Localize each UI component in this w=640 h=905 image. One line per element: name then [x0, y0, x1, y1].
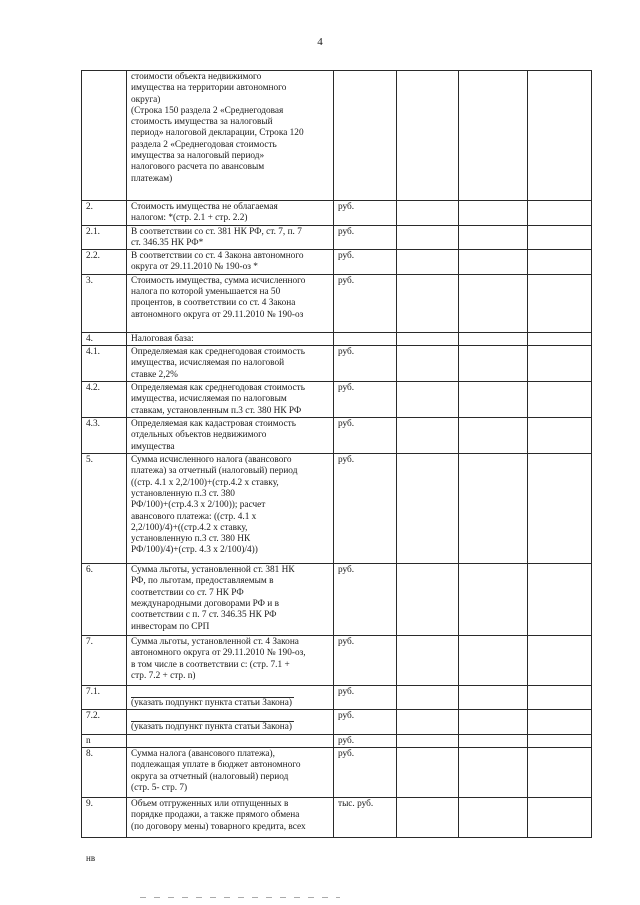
description-line: автономного округа от 29.11.2010 № 190-оз, — [131, 648, 306, 659]
value-cell — [528, 636, 592, 686]
value-cell — [459, 71, 528, 201]
table-row — [82, 636, 592, 686]
row-number: 4.2. — [82, 382, 127, 418]
description-line: Стоимость имущества, сумма исчисленного — [131, 275, 306, 286]
value-cell — [459, 274, 528, 332]
description-line: ставкам, установленным п.3 ст. 380 НК РФ — [131, 405, 302, 416]
unit-cell: руб. — [334, 418, 397, 454]
description-line: процентов, в соответствии со ст. 4 Закона — [131, 298, 296, 309]
value-cell — [528, 332, 592, 345]
value-cell — [459, 382, 528, 418]
table-row — [82, 686, 592, 710]
row-description — [127, 71, 334, 201]
description-line: Сумма исчисленного налога (авансового — [131, 455, 292, 466]
row-description — [127, 346, 334, 382]
value-cell — [528, 250, 592, 275]
row-number: 7.2. — [82, 710, 127, 734]
table-row — [82, 734, 592, 747]
value-cell — [397, 454, 459, 564]
description-line: РФ, по льготам, предоставляемым в — [131, 576, 274, 587]
description-line: Определяемая как кадастровая стоимость — [131, 419, 296, 430]
table-row — [82, 225, 592, 250]
value-cell — [397, 797, 459, 837]
unit-cell: руб. — [334, 747, 397, 797]
description-line: (по договору мены) товарного кредита, всех — [131, 821, 306, 832]
description-line: Налоговая база: — [131, 333, 194, 344]
description-line: имущества за налоговый период» — [131, 151, 265, 162]
table-row — [82, 797, 592, 837]
row-description — [127, 274, 334, 332]
row-number: 8. — [82, 747, 127, 797]
unit-cell: руб. — [334, 274, 397, 332]
value-cell — [397, 346, 459, 382]
description-line: (указать подпункт пункта статьи Закона) — [131, 721, 294, 733]
row-description — [127, 797, 334, 837]
row-number: 9. — [82, 797, 127, 837]
description-line: Сумма налога (авансового платежа), — [131, 748, 275, 759]
row-description — [127, 382, 334, 418]
description-line: стоимости объекта недвижимого — [131, 72, 262, 82]
row-description — [127, 250, 334, 275]
description-line: Сумма льготы, установленной ст. 4 Закона — [131, 637, 299, 648]
value-cell — [528, 225, 592, 250]
value-cell — [528, 454, 592, 564]
description-line: округа за отчетный (налоговый) период — [131, 771, 289, 782]
row-number: 7. — [82, 636, 127, 686]
description-line: в том числе в соответствии с: (стр. 7.1 + — [131, 659, 290, 670]
tax-calculation-table — [81, 70, 592, 838]
value-cell — [397, 710, 459, 734]
description-line: международными договорами РФ и в — [131, 598, 279, 609]
table-row — [82, 71, 592, 201]
description-line — [131, 711, 330, 721]
description-line: порядке продажи, а также прямого обмена — [131, 810, 300, 821]
description-line: Сумма льготы, установленной ст. 381 НК — [131, 565, 295, 576]
description-line: имущества — [131, 441, 175, 452]
value-cell — [528, 734, 592, 747]
value-cell — [459, 418, 528, 454]
unit-cell: руб. — [334, 454, 397, 564]
value-cell — [459, 797, 528, 837]
value-cell — [397, 747, 459, 797]
description-line: налогом: *(стр. 2.1 + стр. 2.2) — [131, 213, 248, 224]
value-cell — [397, 250, 459, 275]
page-number: 4 — [317, 36, 323, 48]
value-cell — [397, 636, 459, 686]
description-line — [131, 687, 330, 697]
row-number: 2.1. — [82, 225, 127, 250]
footer-mark: нв — [86, 853, 96, 863]
table-body — [82, 71, 592, 838]
unit-cell: руб. — [334, 636, 397, 686]
row-description — [127, 636, 334, 686]
description-line: период» налоговой декларации, Строка 120 — [131, 128, 304, 139]
value-cell — [397, 332, 459, 345]
description-line: платежам) — [131, 173, 173, 184]
description-line: установленную п.3 ст. 380 НК — [131, 534, 251, 545]
value-cell — [528, 747, 592, 797]
value-cell — [397, 382, 459, 418]
value-cell — [528, 797, 592, 837]
row-number: 3. — [82, 274, 127, 332]
row-number: 4.1. — [82, 346, 127, 382]
description-line: соответствии со ст. 7 НК РФ — [131, 587, 244, 598]
row-number: 5. — [82, 454, 127, 564]
unit-cell: руб. — [334, 382, 397, 418]
row-number: n — [82, 734, 127, 747]
value-cell — [397, 201, 459, 226]
value-cell — [528, 382, 592, 418]
row-number: 7.1. — [82, 686, 127, 710]
description-line: РФ/100)+(стр.4.3 х 2/100)); расчет — [131, 500, 266, 511]
table-row — [82, 382, 592, 418]
value-cell — [459, 225, 528, 250]
description-line: округа от 29.11.2010 № 190-оз * — [131, 262, 258, 273]
row-description — [127, 710, 334, 734]
description-line: инвесторам по СРП — [131, 621, 210, 632]
table-row — [82, 332, 592, 345]
description-line: РФ/100)/4)+(стр. 4.3 х 2/100)/4)) — [131, 545, 258, 556]
value-cell — [459, 710, 528, 734]
description-line: подлежащая уплате в бюджет автономного — [131, 760, 301, 771]
description-line: (указать подпункт пункта статьи Закона) — [131, 697, 294, 709]
unit-cell — [334, 71, 397, 201]
value-cell — [459, 454, 528, 564]
description-line: имущества, исчисляемая по налоговым — [131, 394, 287, 405]
value-cell — [528, 686, 592, 710]
table-row — [82, 454, 592, 564]
description-line: В соответствии со ст. 381 НК РФ, ст. 7, п. 7 — [131, 226, 302, 237]
description-line: ставке 2,2% — [131, 369, 178, 380]
row-number: 4.3. — [82, 418, 127, 454]
unit-cell: руб. — [334, 250, 397, 275]
value-cell — [528, 710, 592, 734]
table-row — [82, 250, 592, 275]
row-description — [127, 734, 334, 747]
table-row — [82, 710, 592, 734]
description-line: Определяемая как среднегодовая стоимость — [131, 383, 305, 394]
table-row — [82, 564, 592, 636]
unit-cell: руб. — [334, 225, 397, 250]
row-description — [127, 225, 334, 250]
value-cell — [459, 734, 528, 747]
table-row — [82, 201, 592, 226]
row-description — [127, 332, 334, 345]
description-line: ст. 346.35 НК РФ* — [131, 237, 204, 248]
table-row — [82, 274, 592, 332]
row-description — [127, 454, 334, 564]
description-line: Стоимость имущества не облагаемая — [131, 202, 278, 212]
value-cell — [397, 734, 459, 747]
table-row — [82, 747, 592, 797]
description-line: стр. 7.2 + стр. n) — [131, 670, 196, 681]
unit-cell: руб. — [334, 734, 397, 747]
row-description — [127, 686, 334, 710]
row-number: 6. — [82, 564, 127, 636]
description-line: Определяемая как среднегодовая стоимость — [131, 347, 305, 358]
row-description — [127, 564, 334, 636]
unit-cell: руб. — [334, 686, 397, 710]
description-line: В соответствии со ст. 4 Закона автономного — [131, 251, 304, 262]
value-cell — [528, 274, 592, 332]
row-number: 2.2. — [82, 250, 127, 275]
value-cell — [459, 201, 528, 226]
description-line: Объем отгруженных или отпущенных в — [131, 798, 289, 809]
value-cell — [528, 346, 592, 382]
value-cell — [397, 418, 459, 454]
value-cell — [397, 564, 459, 636]
value-cell — [397, 274, 459, 332]
row-number: 4. — [82, 332, 127, 345]
row-description — [127, 201, 334, 226]
table-row — [82, 418, 592, 454]
description-line: автономного округа от 29.11.2010 № 190-оз — [131, 309, 304, 320]
unit-cell — [334, 332, 397, 345]
value-cell — [459, 747, 528, 797]
table-row — [82, 346, 592, 382]
description-line: соответствии с п. 7 ст. 346.35 НК РФ — [131, 610, 277, 621]
value-cell — [459, 250, 528, 275]
row-number: 2. — [82, 201, 127, 226]
description-line: (Строка 150 раздела 2 «Среднегодовая — [131, 105, 284, 116]
value-cell — [459, 332, 528, 345]
value-cell — [528, 564, 592, 636]
description-line: 2,2/100)/4)+((стр.4.2 х ставку, — [131, 522, 248, 533]
value-cell — [528, 201, 592, 226]
description-line: раздела 2 «Среднегодовая стоимость — [131, 139, 277, 150]
description-line: авансового платежа: ((стр. 4.1 х — [131, 511, 257, 522]
unit-cell: руб. — [334, 346, 397, 382]
value-cell — [459, 686, 528, 710]
description-line: налогового расчета по авансовым — [131, 162, 265, 173]
description-line: налога по которой уменьшается на 50 — [131, 287, 281, 298]
value-cell — [397, 225, 459, 250]
value-cell — [397, 71, 459, 201]
description-line: имущества, исчисляемая по налоговой — [131, 358, 285, 369]
row-number — [82, 71, 127, 201]
description-line — [131, 736, 330, 746]
description-line: ((стр. 4.1 х 2,2/100)+(стр.4.2 х ставку, — [131, 477, 279, 488]
unit-cell: руб. — [334, 201, 397, 226]
description-line: имущества на территории автономного — [131, 83, 287, 94]
description-line: стоимость имущества за налоговый — [131, 117, 273, 128]
value-cell — [459, 636, 528, 686]
description-line: установленную п.3 ст. 380 — [131, 488, 235, 499]
unit-cell: тыс. руб. — [334, 797, 397, 837]
row-description — [127, 747, 334, 797]
unit-cell: руб. — [334, 710, 397, 734]
scan-edge-artifact — [140, 897, 340, 898]
row-description — [127, 418, 334, 454]
value-cell — [528, 71, 592, 201]
description-line: (стр. 5- стр. 7) — [131, 782, 188, 793]
value-cell — [459, 564, 528, 636]
description-line: округа) — [131, 94, 161, 105]
description-line: отдельных объектов недвижимого — [131, 430, 267, 441]
value-cell — [459, 346, 528, 382]
unit-cell: руб. — [334, 564, 397, 636]
description-line: платежа) за отчетный (налоговый) период — [131, 466, 298, 477]
value-cell — [397, 686, 459, 710]
value-cell — [528, 418, 592, 454]
